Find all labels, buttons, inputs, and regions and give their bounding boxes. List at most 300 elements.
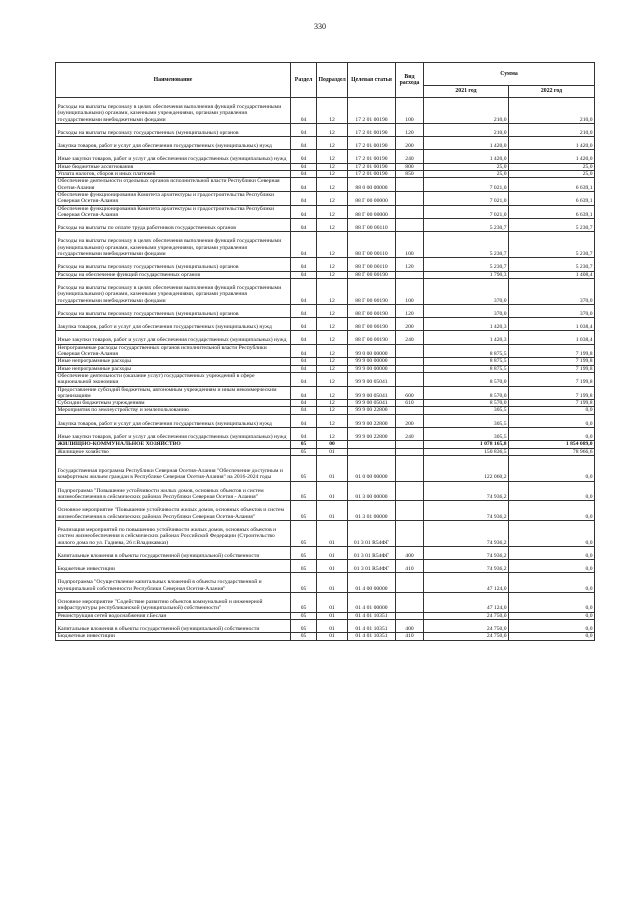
header-section: Раздел [291, 63, 317, 98]
table-row [56, 258, 595, 271]
cell-section: 05 [291, 573, 317, 593]
cell-expense-type [396, 593, 424, 613]
cell-name: Реализация мероприятий по повышению устойчивости жилых домов, основных объектов и систем жизнеобеспечения в сейсмических районах Российской Федерации (Строительство жилого дома по ул. Гадиева, 26 г.Владикавказ) [56, 520, 291, 546]
cell-target: 17 2 01 00190 [348, 98, 396, 124]
cell-target: 99 9 00 00000 [348, 365, 396, 372]
cell-sum-2022: 6 639,1 [509, 191, 595, 205]
cell-sum-2022: 0,0 [509, 455, 595, 481]
table-row [56, 520, 595, 546]
cell-sum-2021: 74 936,2 [424, 481, 509, 501]
cell-section: 04 [291, 137, 317, 150]
cell-sum-2021: 210,0 [424, 123, 509, 136]
cell-sum-2022: 5 230,7 [509, 232, 595, 258]
cell-expense-type [396, 191, 424, 205]
cell-section: 04 [291, 400, 317, 407]
cell-name: Закупка товаров, работ и услуг для обеспечения государственных (муниципальных) нужд [56, 137, 291, 150]
cell-sum-2022: 6 639,1 [509, 205, 595, 219]
cell-sum-2022: 0,0 [509, 414, 595, 427]
cell-sum-2021: 7 021,0 [424, 191, 509, 205]
cell-sum-2022: 1 854 089,0 [509, 441, 595, 448]
cell-name: Иные закупки товаров, работ и услуг для обеспечения государственных (муниципальных) нужд [56, 150, 291, 163]
cell-target: 01 4 01 10351 [348, 633, 396, 640]
cell-expense-type: 200 [396, 414, 424, 427]
cell-expense-type [396, 481, 424, 501]
cell-expense-type [396, 407, 424, 414]
cell-name: Субсидии бюджетным учреждениям [56, 400, 291, 407]
table-row [56, 427, 595, 440]
cell-subsection: 01 [317, 560, 348, 573]
header-year-2021: 2021 год [424, 86, 509, 98]
cell-target: 01 3 01 R54ФГ [348, 546, 396, 559]
cell-target: 17 2 01 00190 [348, 150, 396, 163]
cell-sum-2021: 8 875,5 [424, 365, 509, 372]
cell-sum-2022: 7 199,8 [509, 358, 595, 365]
cell-expense-type [396, 365, 424, 372]
cell-subsection: 12 [317, 331, 348, 344]
cell-sum-2021: 1 420,3 [424, 318, 509, 331]
table-row [56, 573, 595, 593]
cell-sum-2021: 305,5 [424, 414, 509, 427]
cell-sum-2022: 1 408,4 [509, 271, 595, 278]
cell-sum-2022: 0,0 [509, 427, 595, 440]
cell-subsection: 01 [317, 448, 348, 455]
cell-section: 04 [291, 278, 317, 304]
table-row [56, 441, 595, 448]
cell-sum-2022: 7 199,8 [509, 372, 595, 386]
cell-subsection: 12 [317, 150, 348, 163]
cell-section: 04 [291, 123, 317, 136]
cell-name: Обеспечение функционирования Комитета архитектуры и градостроительства Республики Северная Осетия-Алания [56, 191, 291, 205]
cell-sum-2022: 1 420,0 [509, 150, 595, 163]
cell-name: Расходы на выплаты персоналу в целях обеспечения выполнения функций государственными (муниципальными) органами, казенными учреждениями, органами управления государственными внебюджетными фондами [56, 278, 291, 304]
table-row [56, 278, 595, 304]
cell-sum-2022: 0,0 [509, 619, 595, 632]
cell-name: Капитальные вложения в объекты государственной (муниципальной) собственности [56, 619, 291, 632]
cell-section: 05 [291, 441, 317, 448]
cell-sum-2022: 6 639,1 [509, 178, 595, 192]
cell-expense-type [396, 372, 424, 386]
cell-expense-type [396, 441, 424, 448]
cell-subsection: 00 [317, 441, 348, 448]
cell-subsection: 12 [317, 407, 348, 414]
cell-expense-type [396, 455, 424, 481]
cell-name: Подпрограмма "Повышение устойчивости жилых домов, основных объектов и систем жизнеобеспечения в сейсмических районах Республики Северная Осетия - Алания" [56, 481, 291, 501]
cell-subsection: 12 [317, 414, 348, 427]
cell-target: 88 Г 00 00190 [348, 278, 396, 304]
table-row [56, 98, 595, 124]
cell-target: 88 Г 00 00000 [348, 205, 396, 219]
cell-name: Иные непрограммные расходы [56, 358, 291, 365]
cell-expense-type: 850 [396, 171, 424, 178]
cell-subsection: 12 [317, 258, 348, 271]
cell-sum-2022: 1 420,0 [509, 137, 595, 150]
cell-sum-2022: 0,0 [509, 407, 595, 414]
cell-name: Подпрограмма "Осуществление капитальных вложений в объекты государственной и муниципальной собственности Республики Северная Осетия-Алания" [56, 573, 291, 593]
table-row [56, 318, 595, 331]
cell-target: 01 3 01 00000 [348, 501, 396, 521]
cell-sum-2021: 8 570,0 [424, 372, 509, 386]
cell-subsection: 12 [317, 137, 348, 150]
table-row [56, 123, 595, 136]
cell-target: 17 2 01 00190 [348, 171, 396, 178]
cell-target: 17 2 01 00190 [348, 123, 396, 136]
cell-name: Бюджетные инвестиции [56, 633, 291, 640]
cell-section: 04 [291, 205, 317, 219]
cell-name: Иные бюджетные ассигнования [56, 163, 291, 170]
cell-sum-2022: 5 230,7 [509, 219, 595, 232]
cell-section: 05 [291, 520, 317, 546]
cell-section: 05 [291, 455, 317, 481]
cell-section: 05 [291, 612, 317, 619]
table-row [56, 612, 595, 619]
cell-sum-2021: 5 230,7 [424, 232, 509, 258]
table-row [56, 163, 595, 170]
cell-expense-type: 100 [396, 232, 424, 258]
cell-subsection: 12 [317, 365, 348, 372]
cell-sum-2021: 47 124,0 [424, 593, 509, 613]
cell-sum-2022: 78 966,6 [509, 448, 595, 455]
cell-sum-2022: 1 038,4 [509, 318, 595, 331]
cell-sum-2021: 1 790,3 [424, 271, 509, 278]
cell-sum-2021: 305,5 [424, 427, 509, 440]
table-row [56, 593, 595, 613]
cell-name: Основное мероприятие "Повышение устойчивости жилых домов, основных объектов и систем жизнеобеспечения в сейсмических районах Республики Северная Осетия-Алания" [56, 501, 291, 521]
table-row [56, 546, 595, 559]
cell-name: Предоставление субсидий бюджетным, автономным учреждениям и иным некоммерческим организациям [56, 386, 291, 400]
table-body [56, 98, 595, 641]
cell-name: Непрограммные расходы государственных органов исполнительной власти Республики Северная Осетия-Алания [56, 344, 291, 358]
cell-section: 04 [291, 365, 317, 372]
cell-section: 04 [291, 178, 317, 192]
cell-sum-2021: 7 021,0 [424, 205, 509, 219]
cell-sum-2022: 0,0 [509, 573, 595, 593]
cell-target: 01 3 01 R54ФГ [348, 560, 396, 573]
cell-name: Иные закупки товаров, работ и услуг для обеспечения государственных (муниципальных) нужд [56, 427, 291, 440]
cell-expense-type: 400 [396, 546, 424, 559]
table-row [56, 501, 595, 521]
cell-expense-type [396, 612, 424, 619]
budget-table [55, 62, 595, 641]
cell-sum-2022: 25,0 [509, 171, 595, 178]
cell-expense-type: 800 [396, 163, 424, 170]
table-row [56, 344, 595, 358]
cell-target: 99 9 00 05041 [348, 372, 396, 386]
cell-section: 04 [291, 304, 317, 317]
cell-sum-2021: 5 230,7 [424, 219, 509, 232]
cell-sum-2021: 1 420,0 [424, 150, 509, 163]
table-row [56, 372, 595, 386]
cell-subsection: 01 [317, 633, 348, 640]
cell-expense-type [396, 205, 424, 219]
cell-sum-2022: 210,0 [509, 98, 595, 124]
table-row [56, 304, 595, 317]
cell-target [348, 441, 396, 448]
cell-name: ЖИЛИЩНО-КОММУНАЛЬНОЕ ХОЗЯЙСТВО [56, 441, 291, 448]
cell-expense-type: 400 [396, 619, 424, 632]
cell-section: 05 [291, 481, 317, 501]
cell-sum-2021: 8 570,0 [424, 386, 509, 400]
table-row [56, 619, 595, 632]
cell-target: 99 9 00 22800 [348, 427, 396, 440]
cell-sum-2021: 8 875,5 [424, 344, 509, 358]
cell-sum-2021: 74 936,2 [424, 520, 509, 546]
cell-target: 99 0 00 00000 [348, 344, 396, 358]
cell-subsection: 01 [317, 593, 348, 613]
cell-subsection: 01 [317, 546, 348, 559]
cell-expense-type: 240 [396, 150, 424, 163]
cell-expense-type: 600 [396, 386, 424, 400]
cell-subsection: 12 [317, 123, 348, 136]
cell-subsection: 01 [317, 573, 348, 593]
cell-subsection: 12 [317, 178, 348, 192]
cell-target: 01 4 01 10351 [348, 612, 396, 619]
cell-sum-2021: 305,5 [424, 407, 509, 414]
cell-subsection: 12 [317, 344, 348, 358]
cell-section: 04 [291, 414, 317, 427]
table-row [56, 560, 595, 573]
cell-expense-type [396, 573, 424, 593]
cell-sum-2022: 370,0 [509, 304, 595, 317]
cell-name: Закупка товаров, работ и услуг для обеспечения государственных (муниципальных) нужд [56, 414, 291, 427]
cell-section: 04 [291, 271, 317, 278]
cell-target: 01 3 00 00000 [348, 481, 396, 501]
cell-subsection: 12 [317, 219, 348, 232]
cell-expense-type [396, 344, 424, 358]
cell-sum-2021: 150 836,5 [424, 448, 509, 455]
cell-subsection: 01 [317, 612, 348, 619]
cell-target: 01 3 01 R54ФГ [348, 520, 396, 546]
table-row [56, 150, 595, 163]
table-row [56, 232, 595, 258]
page-number: 330 [314, 22, 326, 31]
cell-name: Закупка товаров, работ и услуг для обеспечения государственных (муниципальных) нужд [56, 318, 291, 331]
table-row [56, 365, 595, 372]
cell-name: Основное мероприятие "Содействие развитию объектов коммунальной и инженерной инфраструктуры республиканской (муниципальной) собственности" [56, 593, 291, 613]
cell-sum-2022: 0,0 [509, 546, 595, 559]
cell-sum-2021: 24 750,0 [424, 619, 509, 632]
cell-sum-2022: 0,0 [509, 633, 595, 640]
cell-sum-2022: 0,0 [509, 501, 595, 521]
cell-target: 01 4 01 10351 [348, 619, 396, 632]
cell-subsection: 01 [317, 501, 348, 521]
header-year-2022: 2022 год [509, 86, 595, 98]
cell-section: 04 [291, 358, 317, 365]
table-row [56, 271, 595, 278]
cell-sum-2021: 1 420,0 [424, 137, 509, 150]
cell-subsection: 12 [317, 427, 348, 440]
cell-section: 05 [291, 546, 317, 559]
cell-section: 04 [291, 427, 317, 440]
cell-sum-2022: 0,0 [509, 560, 595, 573]
cell-subsection: 01 [317, 520, 348, 546]
cell-name: Иные закупки товаров, работ и услуг для обеспечения государственных (муниципальных) нужд [56, 331, 291, 344]
cell-section: 04 [291, 232, 317, 258]
cell-sum-2021: 1 078 165,8 [424, 441, 509, 448]
cell-section: 04 [291, 219, 317, 232]
cell-expense-type [396, 501, 424, 521]
cell-target: 88 0 00 00000 [348, 178, 396, 192]
cell-section: 04 [291, 344, 317, 358]
cell-name: Реконструкция сетей водоснабжения г.Беслан [56, 612, 291, 619]
cell-sum-2021: 24 750,0 [424, 633, 509, 640]
cell-subsection: 12 [317, 318, 348, 331]
table-row [56, 400, 595, 407]
cell-expense-type: 410 [396, 560, 424, 573]
cell-name: Расходы на выплаты персоналу государственных (муниципальных) органов [56, 123, 291, 136]
cell-sum-2021: 370,0 [424, 304, 509, 317]
cell-expense-type [396, 219, 424, 232]
cell-sum-2022: 7 199,8 [509, 400, 595, 407]
cell-sum-2021: 25,0 [424, 171, 509, 178]
table-row [56, 386, 595, 400]
cell-name: Расходы на выплаты персоналу в целях обеспечения выполнения функций государственными (муниципальными) органами, казенными учреждениями, органами управления государственными внебюджетными фондами [56, 98, 291, 124]
cell-expense-type [396, 271, 424, 278]
cell-expense-type: 120 [396, 304, 424, 317]
cell-section: 05 [291, 619, 317, 632]
cell-subsection: 12 [317, 205, 348, 219]
cell-subsection: 12 [317, 271, 348, 278]
cell-sum-2021: 210,0 [424, 98, 509, 124]
cell-sum-2022: 0,0 [509, 520, 595, 546]
cell-sum-2022: 0,0 [509, 481, 595, 501]
cell-name: Государственная программа Республики Северная Осетия-Алания "Обеспечение доступным и комфортным жильем граждан в Республике Северная Осетия-Алания" на 2016-2024 годы [56, 455, 291, 481]
header-name: Наименование [56, 63, 291, 98]
cell-subsection: 12 [317, 191, 348, 205]
cell-section: 04 [291, 318, 317, 331]
cell-target: 88 Г 00 00190 [348, 271, 396, 278]
cell-section: 04 [291, 407, 317, 414]
cell-subsection: 12 [317, 304, 348, 317]
cell-section: 04 [291, 171, 317, 178]
cell-target: 17 2 01 00190 [348, 163, 396, 170]
cell-name: Бюджетные инвестиции [56, 560, 291, 573]
cell-sum-2021: 47 124,0 [424, 573, 509, 593]
cell-sum-2021: 24 750,0 [424, 612, 509, 619]
cell-sum-2021: 74 936,2 [424, 501, 509, 521]
cell-expense-type: 120 [396, 258, 424, 271]
cell-name: Расходы на выплаты персоналу государственных (муниципальных) органов [56, 258, 291, 271]
table-row [56, 171, 595, 178]
cell-sum-2021: 122 060,2 [424, 455, 509, 481]
cell-sum-2021: 7 021,0 [424, 178, 509, 192]
header-sum: Сумма [424, 63, 595, 86]
cell-subsection: 12 [317, 232, 348, 258]
cell-sum-2021: 8 570,0 [424, 400, 509, 407]
cell-target: 01 0 00 00000 [348, 455, 396, 481]
cell-target: 88 Г 00 00110 [348, 258, 396, 271]
table-row [56, 481, 595, 501]
cell-sum-2022: 5 230,7 [509, 258, 595, 271]
table-row [56, 455, 595, 481]
cell-expense-type: 240 [396, 427, 424, 440]
cell-expense-type [396, 448, 424, 455]
cell-subsection: 01 [317, 619, 348, 632]
cell-expense-type: 100 [396, 278, 424, 304]
cell-name: Обеспечение деятельности отдельных органов исполнительной власти Республики Северная Осетия-Алания [56, 178, 291, 192]
cell-section: 05 [291, 501, 317, 521]
table-row [56, 191, 595, 205]
cell-name: Капитальные вложения в объекты государственной (муниципальной) собственности [56, 546, 291, 559]
table-row [56, 331, 595, 344]
cell-sum-2022: 25,0 [509, 163, 595, 170]
table-row [56, 448, 595, 455]
cell-expense-type: 240 [396, 331, 424, 344]
table-header [56, 63, 595, 98]
cell-section: 05 [291, 593, 317, 613]
cell-sum-2021: 370,0 [424, 278, 509, 304]
cell-sum-2022: 1 038,4 [509, 331, 595, 344]
cell-expense-type: 200 [396, 318, 424, 331]
cell-subsection: 01 [317, 481, 348, 501]
table-row [56, 414, 595, 427]
cell-target: 88 Г 00 00190 [348, 331, 396, 344]
cell-subsection: 12 [317, 386, 348, 400]
cell-section: 05 [291, 560, 317, 573]
cell-subsection: 12 [317, 278, 348, 304]
cell-target: 88 Г 00 00110 [348, 219, 396, 232]
cell-subsection: 12 [317, 372, 348, 386]
cell-subsection: 12 [317, 98, 348, 124]
header-expense-type: Вид расхода [396, 63, 424, 98]
cell-sum-2022: 7 199,8 [509, 386, 595, 400]
table-row [56, 407, 595, 414]
cell-sum-2022: 0,0 [509, 612, 595, 619]
cell-sum-2021: 5 230,7 [424, 258, 509, 271]
cell-expense-type: 120 [396, 123, 424, 136]
cell-sum-2022: 7 199,8 [509, 365, 595, 372]
cell-name: Уплата налогов, сборов и иных платежей [56, 171, 291, 178]
cell-name: Расходы на выплаты персоналу государственных (муниципальных) органов [56, 304, 291, 317]
cell-sum-2022: 0,0 [509, 593, 595, 613]
cell-sum-2021: 1 420,3 [424, 331, 509, 344]
cell-target: 99 9 00 22800 [348, 414, 396, 427]
cell-expense-type: 200 [396, 137, 424, 150]
table-row [56, 137, 595, 150]
table-row [56, 219, 595, 232]
cell-subsection: 12 [317, 400, 348, 407]
cell-sum-2021: 74 936,2 [424, 560, 509, 573]
cell-target: 88 Г 00 00110 [348, 232, 396, 258]
cell-section: 05 [291, 448, 317, 455]
cell-section: 04 [291, 258, 317, 271]
cell-target: 88 Г 00 00190 [348, 318, 396, 331]
cell-target: 01 4 01 00000 [348, 593, 396, 613]
cell-expense-type [396, 358, 424, 365]
cell-section: 04 [291, 150, 317, 163]
cell-subsection: 12 [317, 171, 348, 178]
header-subsection: Подраздел [317, 63, 348, 98]
cell-subsection: 01 [317, 455, 348, 481]
cell-section: 05 [291, 633, 317, 640]
cell-target: 99 9 00 05041 [348, 386, 396, 400]
cell-name: Расходы на обеспечение функций государственных органов [56, 271, 291, 278]
cell-name: Обеспечение функционирования Комитета архитектуры и градостроительства Республики Северная Осетия-Алания [56, 205, 291, 219]
cell-name: Расходы на выплаты по оплате труда работников государственных органов [56, 219, 291, 232]
cell-sum-2021: 8 875,5 [424, 358, 509, 365]
cell-name: Обеспечение деятельности (оказание услуг) государственных учреждений в сфере национальной экономики [56, 372, 291, 386]
table-row [56, 205, 595, 219]
cell-sum-2022: 210,0 [509, 123, 595, 136]
table-row [56, 178, 595, 192]
cell-expense-type: 610 [396, 400, 424, 407]
cell-name: Жилищное хозяйство [56, 448, 291, 455]
cell-name: Расходы на выплаты персоналу в целях обеспечения выполнения функций государственными (муниципальными) органами, казенными учреждениями, органами управления государственными внебюджетными фондами [56, 232, 291, 258]
cell-expense-type [396, 178, 424, 192]
cell-sum-2021: 25,0 [424, 163, 509, 170]
cell-section: 04 [291, 163, 317, 170]
cell-target: 17 2 01 00190 [348, 137, 396, 150]
cell-name: Иные непрограммные расходы [56, 365, 291, 372]
